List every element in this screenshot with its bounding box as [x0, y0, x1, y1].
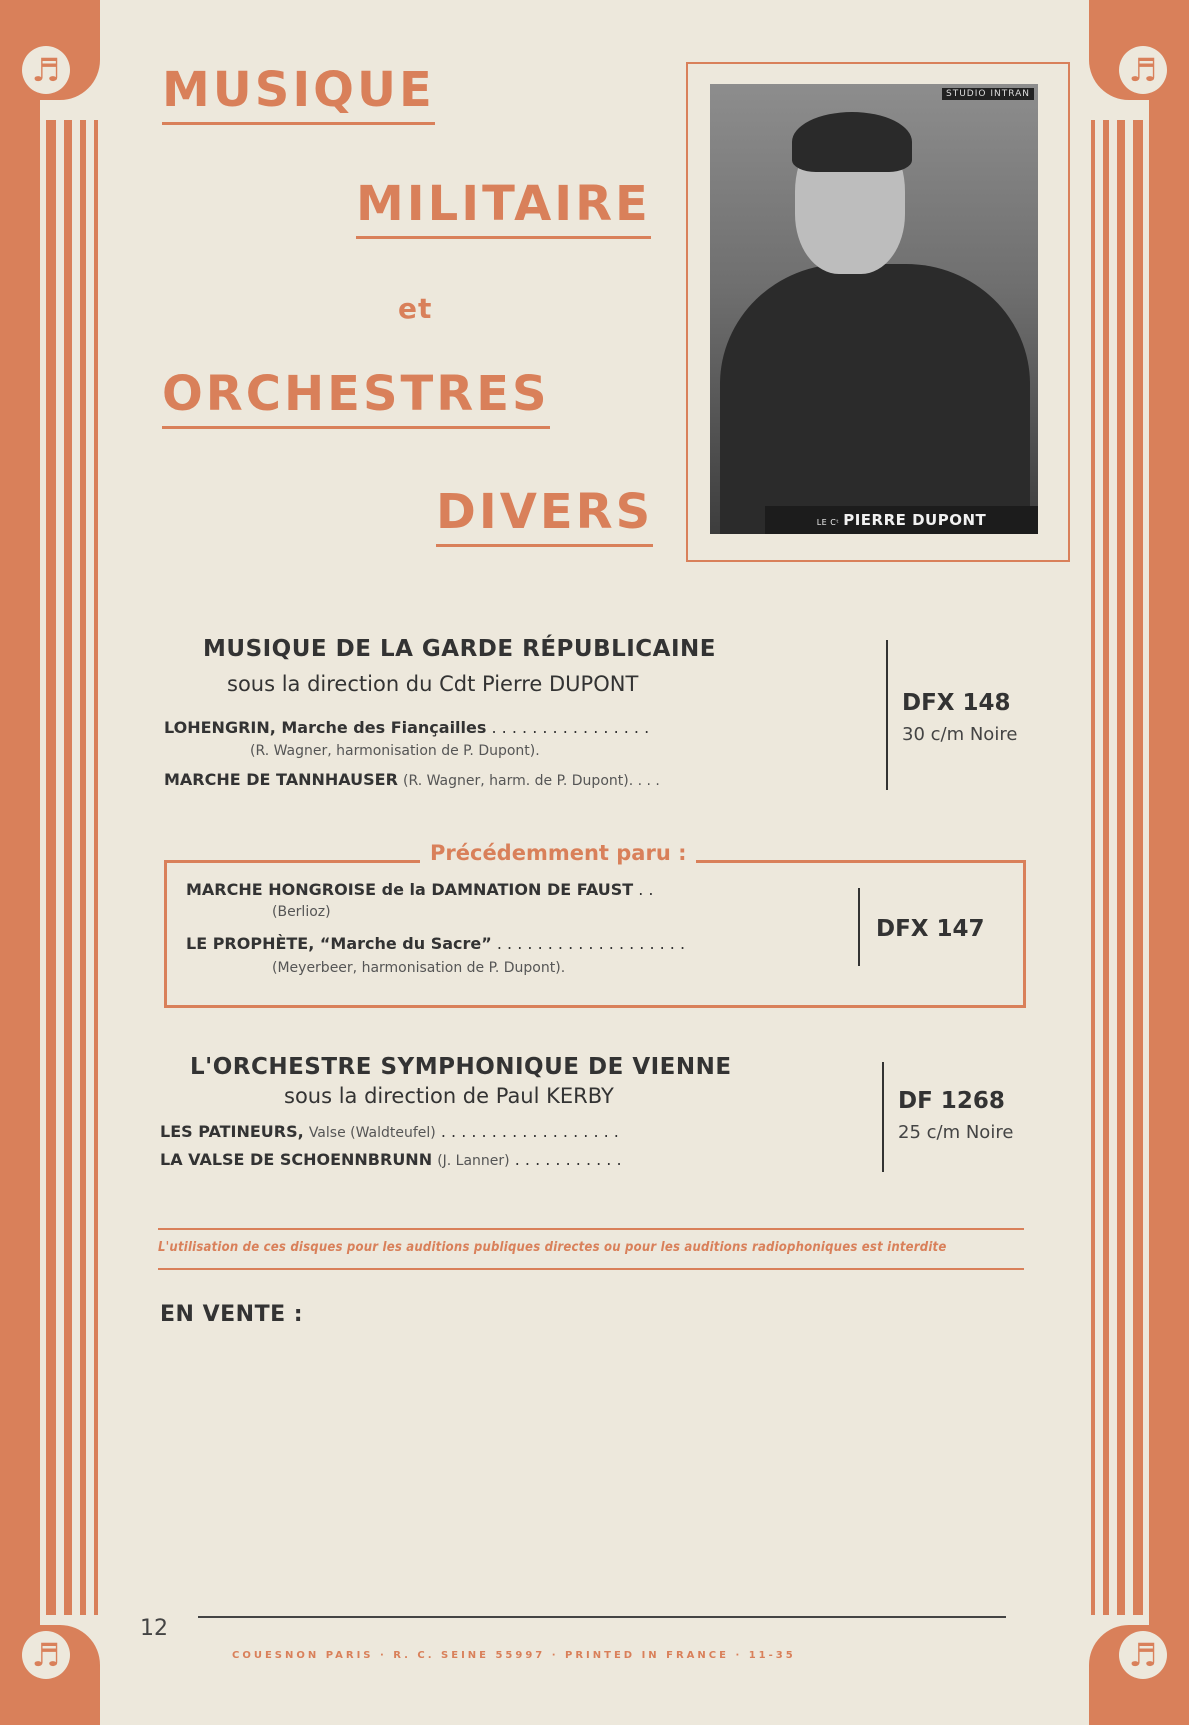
page-number: 12: [140, 1616, 168, 1641]
title-divers: DIVERS: [436, 488, 653, 547]
section1-bracket: [886, 640, 888, 790]
section3-catalog-number: DF 1268: [898, 1088, 1005, 1114]
portrait-caption: LE Cᵗ PIERRE DUPONT: [765, 506, 1038, 534]
section1-entry-1: LOHENGRIN, Marche des Fiançailles . . . . . . . . . . . . . . . .: [164, 718, 650, 737]
section1-heading: MUSIQUE DE LA GARDE RÉPUBLICAINE: [203, 636, 717, 662]
section3-heading: L'ORCHESTRE SYMPHONIQUE DE VIENNE: [190, 1054, 732, 1080]
right-stripe: [1133, 120, 1143, 1615]
right-stripe: [1091, 120, 1095, 1615]
section1-entry-1-detail: (R. Wagner, harmonisation de P. Dupont).: [250, 743, 540, 759]
printer-imprint: COUESNON PARIS · R. C. SEINE 55997 · PRINTED IN FRANCE · 11-35: [232, 1650, 796, 1661]
portrait-frame: [686, 62, 1070, 562]
section1-format: 30 c/m Noire: [902, 724, 1018, 745]
section3-entry-2: LA VALSE DE SCHOENNBRUNN (J. Lanner) . . . . . . . . . . .: [160, 1150, 622, 1169]
title-orchestres: ORCHESTRES: [162, 370, 550, 429]
broadcast-warning: L'utilisation de ces disques pour les auditions publiques directes ou pour les auditions radiophoniques est interdite: [158, 1240, 947, 1255]
section1-entry-2: MARCHE DE TANNHAUSER (R. Wagner, harm. de P. Dupont). . . .: [164, 770, 660, 789]
music-note-icon: ♬: [1119, 46, 1167, 94]
section2-bracket: [858, 888, 860, 966]
section1-subheading: sous la direction du Cdt Pierre DUPONT: [227, 672, 639, 696]
section2-entry-1: MARCHE HONGROISE de la DAMNATION DE FAUST . .: [186, 880, 654, 899]
studio-credit: STUDIO INTRAN: [942, 88, 1034, 100]
music-note-icon: ♬: [22, 46, 70, 94]
left-stripe: [80, 120, 86, 1615]
section3-bracket: [882, 1062, 884, 1172]
left-border-band: [0, 0, 40, 1725]
left-stripe: [46, 120, 56, 1615]
title-et: et: [398, 292, 433, 325]
warning-top-rule: [158, 1228, 1024, 1230]
footer-rule: [198, 1616, 1006, 1618]
section3-subheading: sous la direction de Paul KERBY: [284, 1084, 614, 1108]
section2-entry-2: LE PROPHÈTE, “Marche du Sacre” . . . . . . . . . . . . . . . . . . .: [186, 934, 686, 953]
section3-format: 25 c/m Noire: [898, 1122, 1014, 1143]
hair-shape: [792, 112, 912, 172]
warning-bottom-rule: [158, 1268, 1024, 1270]
previous-release-label: Précédemment paru :: [420, 841, 696, 865]
right-stripe: [1117, 120, 1125, 1615]
en-vente-label: EN VENTE :: [160, 1302, 304, 1327]
section1-catalog-number: DFX 148: [902, 690, 1011, 716]
title-militaire: MILITAIRE: [356, 180, 651, 239]
portrait-photo: [710, 84, 1038, 534]
uniform-shape: [720, 264, 1030, 534]
section2-entry-1-detail: (Berlioz): [272, 904, 331, 920]
music-note-icon: ♬: [1119, 1631, 1167, 1679]
section2-catalog-number: DFX 147: [876, 916, 985, 942]
left-stripe: [94, 120, 98, 1615]
section2-entry-2-detail: (Meyerbeer, harmonisation de P. Dupont).: [272, 960, 566, 976]
right-border-band: [1149, 0, 1189, 1725]
right-stripe: [1103, 120, 1109, 1615]
section3-entry-1: LES PATINEURS, Valse (Waldteufel) . . . . . . . . . . . . . . . . . .: [160, 1122, 619, 1141]
music-note-icon: ♬: [22, 1631, 70, 1679]
title-musique: MUSIQUE: [162, 66, 435, 125]
left-stripe: [64, 120, 72, 1615]
